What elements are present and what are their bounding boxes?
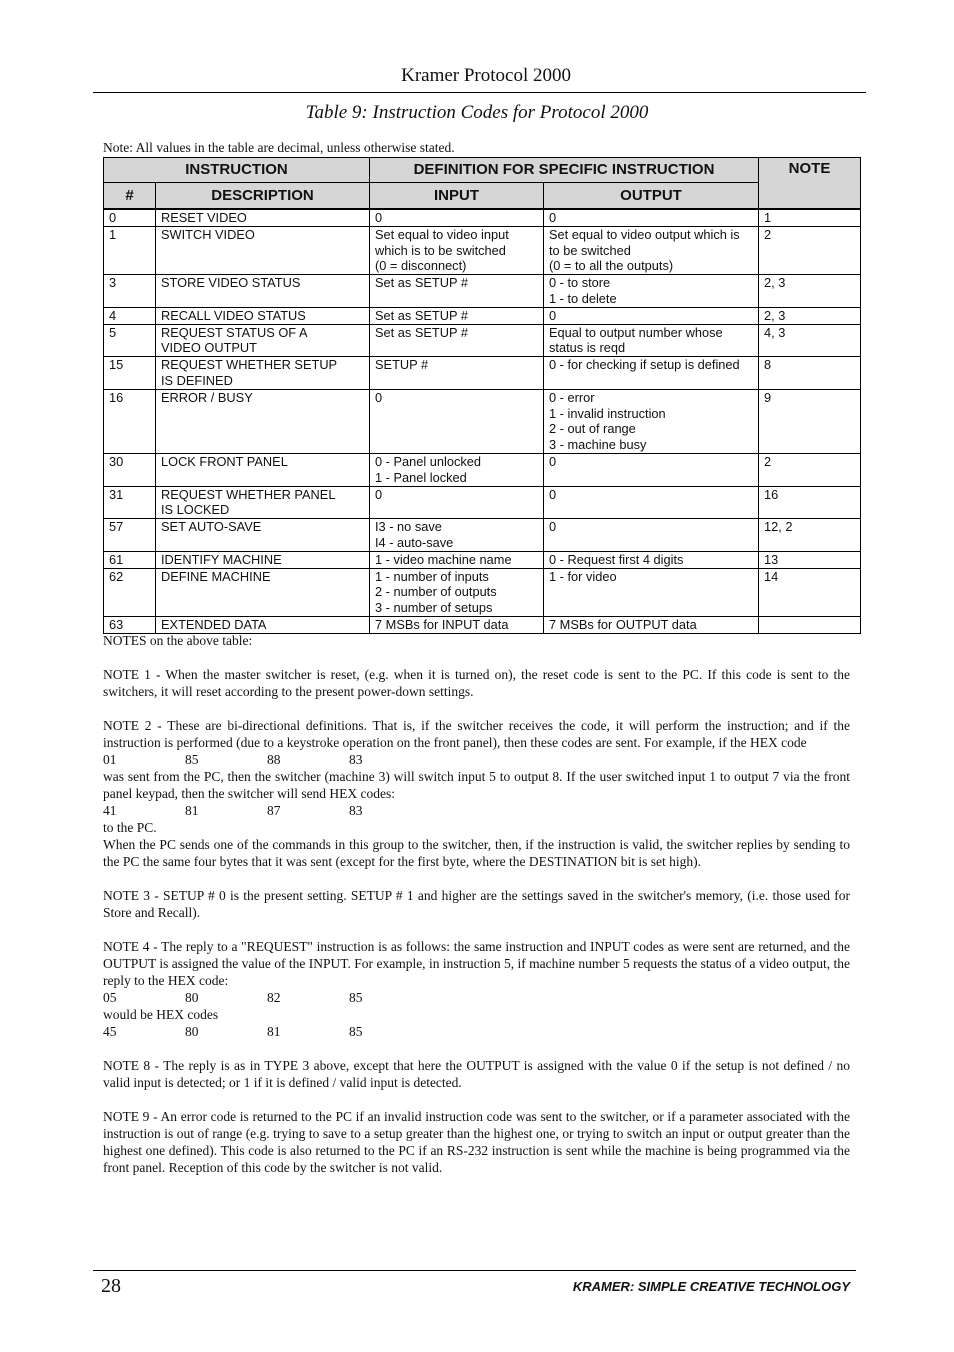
cell-note — [759, 616, 861, 633]
cell-number: 61 — [104, 551, 156, 568]
hex-value: 41 — [103, 803, 117, 818]
cell-number: 57 — [104, 519, 156, 552]
page-number: 28 — [101, 1275, 121, 1297]
hex-code-row — [103, 1023, 850, 1040]
cell-output: 1 - for video — [544, 568, 759, 616]
notes-section — [103, 632, 850, 1176]
cell-input: SETUP # — [370, 357, 544, 390]
cell-description: SWITCH VIDEO — [156, 226, 370, 274]
table-row — [104, 324, 861, 357]
hex-value: 85 — [349, 1024, 363, 1039]
cell-description: REQUEST STATUS OF A VIDEO OUTPUT — [156, 324, 370, 357]
document-title: Kramer Protocol 2000 — [401, 65, 571, 86]
note-9: NOTE 9 - An error code is returned to the PC if an invalid instruction code was sent to the switcher, or if a parameter associated with the instruction is out of range (e.g. trying to save to a setup greater than the highest one, or trying to switch an input or output greater than the highest one defined). This code is also returned to the PC if an RS-232 instruction is sent while the machine is being programmed via the front panel. Reception of this code by the switcher is not valid. — [103, 1109, 850, 1175]
cell-input: Set equal to video input which is to be switched (0 = disconnect) — [370, 226, 544, 274]
cell-input: 0 — [370, 486, 544, 519]
hex-code-row — [103, 802, 850, 819]
cell-description: EXTENDED DATA — [156, 616, 370, 633]
table-row — [104, 616, 861, 633]
table-row — [104, 357, 861, 390]
cell-description: STORE VIDEO STATUS — [156, 275, 370, 308]
cell-output: 0 — [544, 209, 759, 226]
cell-input: 7 MSBs for INPUT data — [370, 616, 544, 633]
page-header — [93, 62, 866, 93]
cell-output: Set equal to video output which is to be switched (0 = to all the outputs) — [544, 226, 759, 274]
note-8: NOTE 8 - The reply is as in TYPE 3 above, except that here the OUTPUT is assigned with the value 0 if the setup is not defined / no valid input is detected; or 1 if it is defined / valid input is detected. — [103, 1058, 850, 1090]
cell-output: 0 - error 1 - invalid instruction 2 - out of range 3 - machine busy — [544, 389, 759, 453]
cell-input: Set as SETUP # — [370, 307, 544, 324]
hex-value: 87 — [267, 803, 281, 818]
cell-number: 1 — [104, 226, 156, 274]
cell-description: ERROR / BUSY — [156, 389, 370, 453]
table-row — [104, 389, 861, 453]
hex-value: 83 — [349, 752, 363, 767]
cell-note: 12, 2 — [759, 519, 861, 552]
header-input: INPUT — [370, 183, 544, 210]
header-output: OUTPUT — [544, 183, 759, 210]
table-caption: Table 9: Instruction Codes for Protocol 2000 — [305, 102, 649, 123]
note-2-to-pc: to the PC. — [103, 820, 157, 835]
cell-input: 0 - Panel unlocked 1 - Panel locked — [370, 453, 544, 486]
cell-number: 63 — [104, 616, 156, 633]
cell-number: 4 — [104, 307, 156, 324]
hex-value: 81 — [267, 1024, 281, 1039]
header-instruction: INSTRUCTION — [104, 158, 370, 183]
hex-value: 88 — [267, 752, 281, 767]
table-row — [104, 486, 861, 519]
cell-number: 31 — [104, 486, 156, 519]
cell-input: Set as SETUP # — [370, 275, 544, 308]
cell-description: DEFINE MACHINE — [156, 568, 370, 616]
cell-note: 14 — [759, 568, 861, 616]
cell-input: 0 — [370, 209, 544, 226]
hex-value: 45 — [103, 1024, 117, 1039]
cell-number: 5 — [104, 324, 156, 357]
cell-input: 0 — [370, 389, 544, 453]
hex-value: 80 — [185, 990, 199, 1005]
cell-output: 0 — [544, 307, 759, 324]
hex-value: 85 — [185, 752, 199, 767]
cell-input: 1 - video machine name — [370, 551, 544, 568]
instruction-codes-table — [103, 157, 861, 634]
footer-brand: KRAMER: SIMPLE CREATIVE TECHNOLOGY — [572, 1279, 850, 1294]
cell-output: 0 - Request first 4 digits — [544, 551, 759, 568]
cell-note: 16 — [759, 486, 861, 519]
header-description: DESCRIPTION — [156, 183, 370, 210]
cell-description: LOCK FRONT PANEL — [156, 453, 370, 486]
cell-number: 3 — [104, 275, 156, 308]
cell-note: 1 — [759, 209, 861, 226]
notes-intro: NOTES on the above table: — [103, 633, 253, 648]
table-body — [104, 209, 861, 633]
cell-note: 9 — [759, 389, 861, 453]
table-row — [104, 209, 861, 226]
note-2-continued: was sent from the PC, then the switcher (machine 3) will switch input 5 to output 8. If the user switched input 1 to output 7 via the front panel keypad, then the switcher will send HEX codes: — [103, 769, 850, 801]
cell-note: 2 — [759, 453, 861, 486]
table-row — [104, 551, 861, 568]
cell-note: 13 — [759, 551, 861, 568]
cell-output: 0 - for checking if setup is defined — [544, 357, 759, 390]
hex-value: 05 — [103, 990, 117, 1005]
cell-note: 4, 3 — [759, 324, 861, 357]
cell-number: 30 — [104, 453, 156, 486]
cell-output: 7 MSBs for OUTPUT data — [544, 616, 759, 633]
note-3: NOTE 3 - SETUP # 0 is the present setting. SETUP # 1 and higher are the settings saved in the switcher's memory, (i.e. those used for Store and Recall). — [103, 888, 850, 920]
cell-input: I3 - no save I4 - auto-save — [370, 519, 544, 552]
cell-input: Set as SETUP # — [370, 324, 544, 357]
cell-description: SET AUTO-SAVE — [156, 519, 370, 552]
cell-description: REQUEST WHETHER SETUP IS DEFINED — [156, 357, 370, 390]
cell-output: 0 - to store 1 - to delete — [544, 275, 759, 308]
header-number: # — [104, 183, 156, 210]
table-row — [104, 307, 861, 324]
hex-code-row — [103, 989, 850, 1006]
table-row — [104, 519, 861, 552]
table-row — [104, 226, 861, 274]
cell-number: 0 — [104, 209, 156, 226]
cell-description: REQUEST WHETHER PANEL IS LOCKED — [156, 486, 370, 519]
cell-note: 2, 3 — [759, 275, 861, 308]
hex-value: 81 — [185, 803, 199, 818]
cell-output: Equal to output number whose status is reqd — [544, 324, 759, 357]
cell-number: 15 — [104, 357, 156, 390]
header-definition: DEFINITION FOR SPECIFIC INSTRUCTION — [370, 158, 759, 183]
note-4-continued: would be HEX codes — [103, 1007, 219, 1022]
cell-output: 0 — [544, 453, 759, 486]
note-2-reply: When the PC sends one of the commands in this group to the switcher, then, if the instruction is valid, the switcher replies by sending to the PC the same four bytes that it was sent (except for the first byte, where the DESTINATION bit is set high). — [103, 837, 850, 869]
hex-value: 80 — [185, 1024, 199, 1039]
note-4: NOTE 4 - The reply to a "REQUEST" instruction is as follows: the same instruction and INPUT codes as were sent are returned, and the OUTPUT is assigned the value of the INPUT. For example, in instruction 5, if machine number 5 requests the status of a video output, the reply to the HEX code: — [103, 939, 850, 988]
cell-description: RESET VIDEO — [156, 209, 370, 226]
cell-number: 16 — [104, 389, 156, 453]
cell-note: 8 — [759, 357, 861, 390]
page-footer — [93, 1270, 856, 1301]
cell-note: 2 — [759, 226, 861, 274]
hex-value: 82 — [267, 990, 281, 1005]
cell-output: 0 — [544, 519, 759, 552]
cell-description: IDENTIFY MACHINE — [156, 551, 370, 568]
cell-output: 0 — [544, 486, 759, 519]
table-row — [104, 453, 861, 486]
cell-description: RECALL VIDEO STATUS — [156, 307, 370, 324]
table-row — [104, 275, 861, 308]
hex-value: 85 — [349, 990, 363, 1005]
cell-number: 62 — [104, 568, 156, 616]
hex-code-row — [103, 751, 850, 768]
table-note: Note: All values in the table are decimal, unless otherwise stated. — [103, 140, 455, 155]
note-2: NOTE 2 - These are bi-directional definitions. That is, if the switcher receives the code, it will perform the instruction; and if the instruction is performed (due to a keystroke operation on the front panel), then these codes are sent. For example, if the HEX code — [103, 718, 850, 750]
hex-value: 01 — [103, 752, 117, 767]
note-1: NOTE 1 - When the master switcher is reset, (e.g. when it is turned on), the reset code is sent to the PC. If this code is sent to the switchers, it will reset according to the present power-down settings. — [103, 667, 850, 699]
cell-input: 1 - number of inputs 2 - number of outputs 3 - number of setups — [370, 568, 544, 616]
table-row — [104, 568, 861, 616]
header-note: NOTE — [759, 158, 861, 210]
cell-note: 2, 3 — [759, 307, 861, 324]
hex-value: 83 — [349, 803, 363, 818]
